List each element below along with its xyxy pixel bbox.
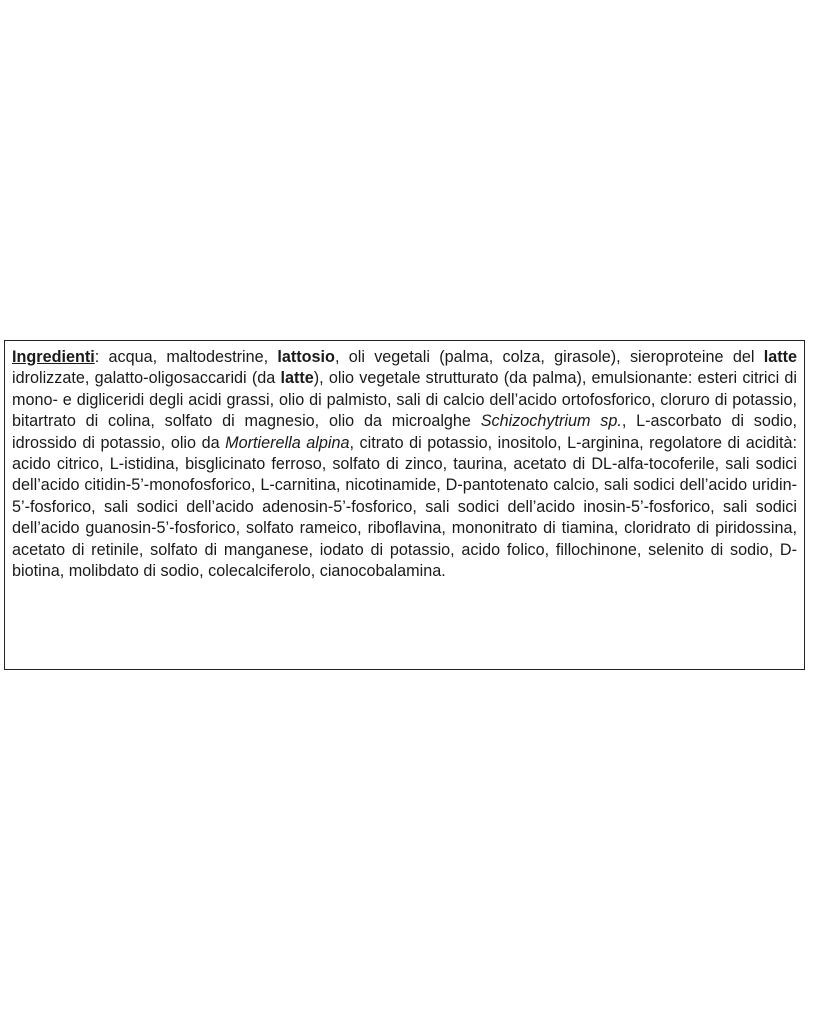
- ingredients-box: [4, 340, 805, 670]
- allergen-lattosio: lattosio: [277, 348, 335, 366]
- ingredient-text: idrolizzate, galatto-oligosaccaridi (da: [12, 369, 281, 388]
- allergen-latte: latte: [763, 348, 797, 366]
- ingredient-text: , citrato di potassio, inositolo, L-arginina, regolatore di acidità: acido citrico, L-istidina, bisglicinato ferroso, solfato di zinco, taurina, acetato di DL-alfa-tocoferile, sali sodici dell’acido citidin-5’-monofosforico, L-carnitina, nicotinamide, D-pantotenato calcio, sali sodici dell’acido uridin-5’-fosforico, sali sodici dell’acido adenosin-5’-fosforico, sali sodici dell’acido inosin-5’-fosforico, sali sodici dell’acido guanosin-5’-fosforico, solfato rameico, riboflavina, mononitrato di tiamina, cloridrato di piridossina, acetato di retinile, solfato di manganese, iodato di potassio, acido folico, fillochinone, selenito di sodio, D-biotina, molibdato di sodio, colecalciferolo, cianocobalamina.: [12, 433, 797, 581]
- ingredients-label: Ingredienti: [12, 348, 95, 366]
- species-name: Mortierella alpina: [225, 433, 350, 452]
- ingredient-text: : acqua, maltodestrine,: [94, 348, 278, 366]
- species-name: Schizochytrium sp.: [480, 412, 622, 431]
- ingredient-text: , oli vegetali (palma, colza, girasole), sieroproteine del: [334, 348, 764, 366]
- ingredients-paragraph: [12, 347, 797, 582]
- allergen-latte: latte: [280, 369, 314, 388]
- ingredient-text: ), olio vegetale strutturato (da palma), emulsionante: esteri citrici di mono- e digliceridi degli acidi grassi, olio di palmisto, sali di calcio dell’acido ortofosforico, cloruro di potassio, bitartrato di colina, solfato di magnesio, olio da microalghe: [12, 369, 798, 431]
- ingredient-text: , L-ascorbato di sodio, idrossido di potassio, olio da: [12, 412, 797, 452]
